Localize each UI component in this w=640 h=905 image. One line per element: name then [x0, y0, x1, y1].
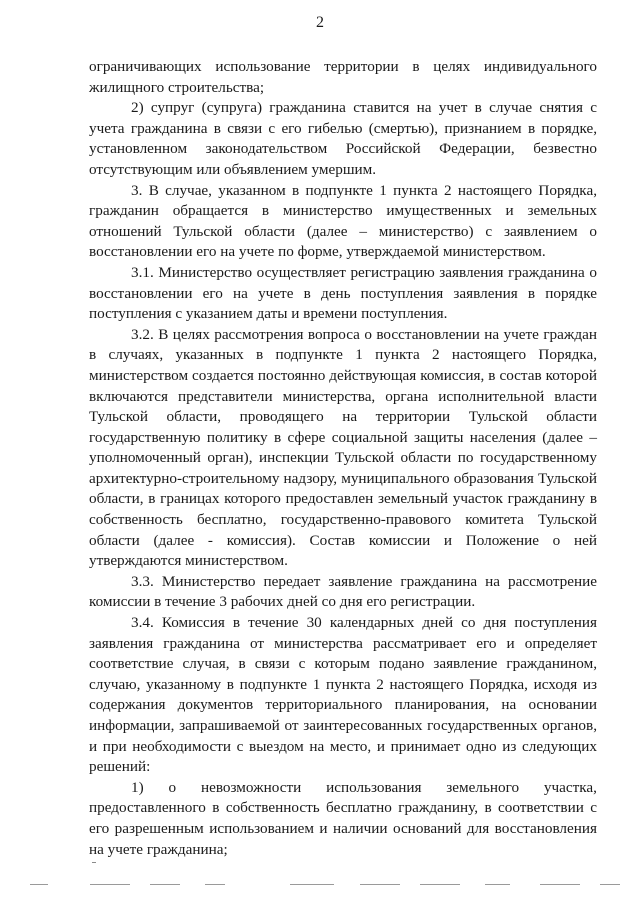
decision-1-word: о: [168, 778, 177, 796]
paragraph-3-1: 3.1. Министерство осуществляет регистрацию заявления гражданина о восстановлении его на учете в день поступления заявления в порядке поступления с указанием даты и времени поступления.: [89, 263, 597, 323]
decision-1-word: невозможности: [200, 778, 302, 796]
paragraph-3-4: 3.4. Комиссия в течение 30 календарных дней со дня поступления заявления гражданина от министерства рассматривает его и определяет соответствие случая, в связи с которым подано заявление гражданином, случаю, указанному в подпункте 1 пункта 2 настоящего Порядка, исходя из содержания документов территориального планирования, на основании информации, запрашиваемой от заинтересованных государственных органов, и при необходимости с выездом на место, и принимает одно из следующих решений:: [89, 614, 597, 776]
decision-1-word: участка,: [543, 778, 597, 796]
footer-scan-artifacts: [0, 880, 640, 890]
decision-1-word: использования: [326, 778, 422, 796]
document-body: [89, 57, 597, 860]
decision-1-first-line: [89, 778, 597, 799]
decision-1-text: предоставленного в собственность бесплатно гражданину, в соответствии с его разрешенным использованием и наличии оснований для восстановления на учете гражданина;: [89, 799, 597, 858]
paragraph-continuation: ограничивающих использование территории в целях индивидуального жилищного строительства;: [89, 58, 597, 96]
decision-1-word: земельного: [446, 778, 520, 796]
paragraph-3-2: 3.2. В целях рассмотрения вопроса о восстановлении на учете граждан в случаях, указанных в подпункте 1 пункта 2 настоящего Порядка, министерством создается постоянно действующая комиссия, в состав которой включаются представители министерства, органа исполнительной власти Тульской области, проводящего на территории Тульской области государственную политику в сфере социальной защиты населения (далее – уполномоченный орган), инспекции Тульской области по государственному архитектурно-строительному надзору, муниципального образования Тульской области, в границах которого предоставлен земельный участок гражданину в собственность бесплатно, государственно-правового комитета Тульской области (далее - комиссия). Состав комиссии и Положение о ней утверждаются министерством.: [89, 325, 597, 570]
page-number: 2: [316, 14, 324, 31]
paragraph-3-3: 3.3. Министерство передает заявление гражданина на рассмотрение комиссии в течение 3 рабочих дней со дня его регистрации.: [89, 572, 597, 611]
scan-mark: [92, 862, 96, 863]
paragraph-2: 2) супруг (супруга) гражданина ставится на учет в случае снятия с учета гражданина в связи с его гибелью (смертью), признанием в порядке, установленном законодательством Российской Федерации, безвестно отсутствующим или объявлением умершим.: [89, 99, 597, 178]
decision-1-word: 1): [131, 778, 144, 796]
paragraph-3: 3. В случае, указанном в подпункте 1 пункта 2 настоящего Порядка, гражданин обращается в министерство имущественных и земельных отношений Тульской области (далее – министерство) с заявлением о восстановлении его на учете по форме, утверждаемой министерством.: [89, 181, 597, 261]
